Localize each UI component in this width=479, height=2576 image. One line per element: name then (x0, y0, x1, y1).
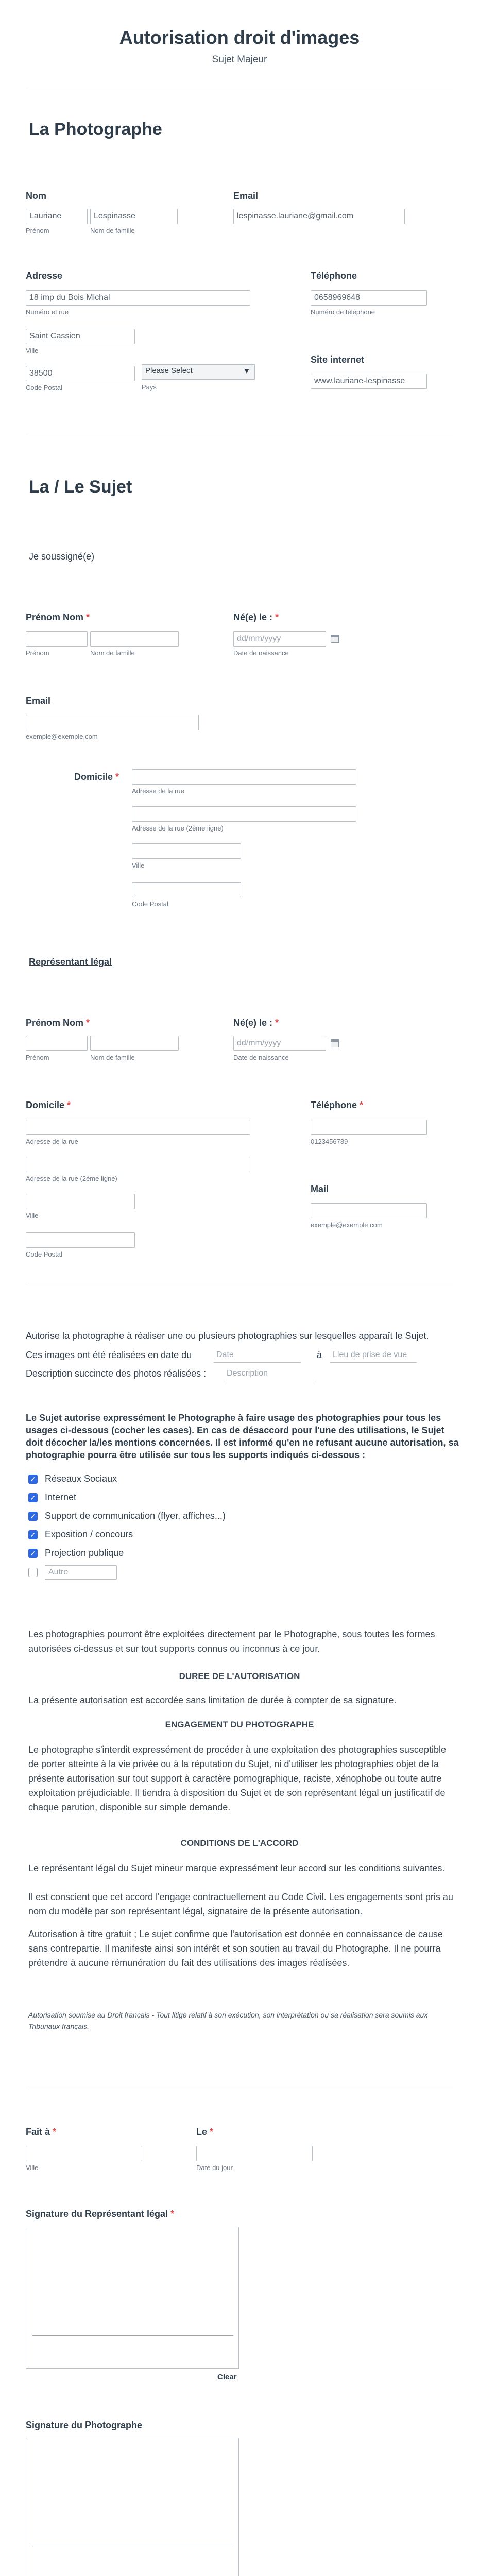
photographer-postal-input[interactable] (26, 366, 135, 381)
terms-legal: Autorisation soumise au Droit français - Tout litige relatif à son exécution, son interprétation ou sa réalisation sera soumis aux Tribunaux français. (28, 2011, 428, 2030)
photographer-website-label: Site internet (311, 354, 365, 365)
checkbox-checked-icon[interactable]: ✓ (28, 1530, 38, 1539)
representative-postal-sub: Code Postal (26, 1250, 62, 1258)
photographer-street-sub: Numéro et rue (26, 308, 69, 316)
photographer-city-input[interactable] (26, 329, 135, 344)
subject-street2-input[interactable] (132, 806, 356, 822)
checkbox-checked-icon[interactable]: ✓ (28, 1512, 38, 1521)
authorization-at: à (317, 1350, 322, 1360)
chevron-down-icon: ▼ (243, 367, 250, 375)
calendar-icon[interactable] (331, 1039, 339, 1047)
required-star: * (115, 772, 119, 782)
subject-city-sub: Ville (132, 861, 145, 869)
usage-option-label: Exposition / concours (45, 1529, 133, 1539)
terms-paragraph-1: Les photographies pourront être exploitées directement par le Photographe, sous toutes les formes autorisées ci-dessus et sur tout supports connus ou inconnus à ce jour. (28, 1629, 435, 1654)
photo-date-input[interactable] (213, 1347, 301, 1363)
subject-birth-sub: Date de naissance (233, 649, 289, 657)
representative-street-sub: Adresse de la rue (26, 1138, 78, 1145)
terms-paragraph-conditions-1: Le représentant légal du Sujet mineur marque expressément leur accord sur les conditions suivantes. (28, 1863, 445, 1873)
required-star: * (86, 612, 90, 622)
subject-birth-label: Né(e) le : * (233, 612, 279, 622)
representative-mail-label: Mail (311, 1184, 329, 1194)
representative-last-name-sub: Nom de famille (90, 1054, 135, 1061)
subject-email-label: Email (26, 696, 51, 706)
representative-city-input[interactable] (26, 1194, 135, 1209)
checkbox-unchecked-icon[interactable] (28, 1568, 38, 1577)
representative-last-name-input[interactable] (90, 1036, 179, 1051)
fait-sub: Ville (26, 2164, 39, 2172)
representative-link[interactable]: Représentant légal (29, 957, 112, 967)
signature-line (32, 2335, 233, 2336)
representative-first-name-sub: Prénom (26, 1054, 49, 1061)
representative-postal-input[interactable] (26, 1232, 135, 1248)
fait-input[interactable] (26, 2146, 142, 2161)
photographer-phone-sub: Numéro de téléphone (311, 308, 375, 316)
subject-name-label: Prénom Nom * (26, 612, 90, 622)
terms-paragraph-duree: La présente autorisation est accordée sans limitation de durée à compter de sa signature. (28, 1695, 397, 1705)
subject-street-input[interactable] (132, 769, 356, 785)
terms-heading-duree: DUREE DE L'AUTORISATION (179, 1671, 300, 1681)
subject-email-sub: exemple@exemple.com (26, 733, 98, 740)
representative-mail-sub: exemple@exemple.com (311, 1221, 383, 1229)
representative-phone-input[interactable] (311, 1120, 427, 1135)
representative-mail-input[interactable] (311, 1203, 427, 1218)
representative-domicile-label: Domicile * (26, 1100, 71, 1110)
authorization-date-prefix: Ces images ont été réalisées en date du (26, 1350, 192, 1360)
required-star: * (210, 2127, 214, 2137)
subject-intro: Je soussigné(e) (29, 551, 95, 562)
fait-label: Fait à * (26, 2127, 57, 2137)
photographer-country-select[interactable] (142, 364, 255, 380)
terms-heading-conditions: CONDITIONS DE L'ACCORD (180, 1838, 299, 1848)
subject-first-name-sub: Prénom (26, 649, 49, 657)
terms-heading-engagement: ENGAGEMENT DU PHOTOGRAPHE (165, 1720, 314, 1730)
representative-signature-pad[interactable] (26, 2227, 239, 2369)
photographer-address-label: Adresse (26, 270, 63, 281)
representative-phone-label: Téléphone * (311, 1100, 364, 1110)
required-star: * (170, 2209, 175, 2219)
required-star: * (360, 1100, 364, 1110)
page-subtitle: Sujet Majeur (212, 54, 267, 65)
subject-postal-sub: Code Postal (132, 900, 168, 908)
required-star: * (275, 1018, 279, 1028)
checkbox-checked-icon[interactable]: ✓ (28, 1493, 38, 1502)
representative-signature-clear-button[interactable]: Clear (217, 2372, 237, 2381)
section-title-photographer: La Photographe (29, 120, 162, 139)
photographer-signature-pad[interactable] (26, 2438, 239, 2576)
subject-domicile-label: Domicile * (74, 772, 119, 782)
required-star: * (67, 1100, 71, 1110)
representative-name-label: Prénom Nom * (26, 1018, 90, 1028)
subject-first-name-input[interactable] (26, 631, 88, 647)
representative-birth-label: Né(e) le : * (233, 1018, 279, 1028)
usage-text: Le Sujet autorise expressément le Photographe à faire usage des photographies pour tous les usages ci-dessous (cocher les cases). En cas de désaccord pour l'une des utilisations, le Sujet doit décocher la/les mentions concernées. Il est informé qu'en ne refusant aucune autorisation, sa photographie pourra être utilisée sur tous les supports indiqués ci-dessous : (26, 1413, 459, 1460)
usage-option-label: Projection publique (45, 1548, 124, 1558)
subject-birth-input[interactable] (233, 631, 326, 647)
photo-place-input[interactable] (330, 1347, 417, 1363)
subject-last-name-input[interactable] (90, 631, 179, 647)
photographer-website-input[interactable] (311, 374, 427, 389)
subject-city-input[interactable] (132, 843, 241, 859)
usage-option-label: Internet (45, 1492, 77, 1502)
subject-postal-input[interactable] (132, 882, 241, 897)
photographer-name-label: Nom (26, 191, 46, 201)
photographer-postal-sub: Code Postal (26, 384, 62, 392)
representative-first-name-input[interactable] (26, 1036, 88, 1051)
terms-paragraph-conditions-2: Il est conscient que cet accord l'engage contractuellement au Code Civil. Les engagements sont pris au nom du modèle par son représentant légal, signataire de la présente autorisation. (28, 1892, 453, 1917)
photographer-first-name-input[interactable] (26, 209, 88, 224)
subject-email-input[interactable] (26, 715, 199, 730)
subject-street-sub: Adresse de la rue (132, 787, 184, 795)
checkbox-checked-icon[interactable]: ✓ (28, 1475, 38, 1484)
le-input[interactable] (196, 2146, 313, 2161)
subject-street2-sub: Adresse de la rue (2ème ligne) (132, 824, 224, 832)
photographer-phone-label: Téléphone (311, 270, 357, 281)
representative-birth-input[interactable] (233, 1036, 326, 1051)
representative-city-sub: Ville (26, 1212, 39, 1219)
le-sub: Date du jour (196, 2164, 233, 2172)
representative-street2-input[interactable] (26, 1157, 250, 1172)
photographer-city-sub: Ville (26, 347, 39, 354)
required-star: * (86, 1018, 90, 1028)
le-label: Le * (196, 2127, 214, 2137)
photographer-email-label: Email (233, 191, 259, 201)
usage-other-input[interactable] (45, 1565, 117, 1580)
authorization-desc-prefix: Description succincte des photos réalisées : (26, 1368, 207, 1379)
photographer-country-sub: Pays (142, 383, 157, 391)
photographer-last-name-input[interactable] (90, 209, 178, 224)
photographer-phone-input[interactable] (311, 290, 427, 306)
photographer-country-value: Please Select (145, 366, 193, 375)
authorization-line1: Autorise la photographe à réaliser une ou plusieurs photographies sur lesquelles apparaît le Sujet. (26, 1331, 429, 1341)
representative-phone-sub: 0123456789 (311, 1138, 348, 1145)
subject-last-name-sub: Nom de famille (90, 649, 135, 657)
page-title: Autorisation droit d'images (119, 27, 360, 48)
calendar-icon[interactable] (331, 635, 339, 643)
section-title-subject: La / Le Sujet (29, 477, 132, 497)
photographer-email-input[interactable] (233, 209, 405, 224)
usage-option-label: Réseaux Sociaux (45, 1473, 117, 1484)
representative-birth-sub: Date de naissance (233, 1054, 289, 1061)
terms-paragraph-engagement: Le photographe s'interdit expressément de procéder à une exploitation des photographies susceptible de porter atteinte à la vie privée ou à la réputation du Sujet, ni d'utiliser les photographies objet de la présente autorisation sur tout support à caractère pornographique, raciste, xénophobe ou toute autre exploitation préjudiciable. Il tiendra à disposition du Sujet et de son représentant légal un justificatif de chaque parution, disponible sur simple demande. (28, 1744, 446, 1812)
photographer-street-input[interactable] (26, 290, 250, 306)
checkbox-checked-icon[interactable]: ✓ (28, 1549, 38, 1558)
usage-option-label: Support de communication (flyer, affiches...) (45, 1511, 226, 1521)
photographer-last-name-sub: Nom de famille (90, 227, 135, 234)
representative-street-input[interactable] (26, 1120, 250, 1135)
required-star: * (53, 2127, 57, 2137)
photographer-first-name-sub: Prénom (26, 227, 49, 234)
photo-description-input[interactable] (224, 1366, 316, 1381)
terms-paragraph-conditions-3: Autorisation à titre gratuit ; Le sujet confirme que l'autorisation est donnée en connaissance de cause sans contrepartie. Il manifeste ainsi son intérêt et son soutien au travail du Photographe. Il ne pourra prétendre à aucune rémunération du fait des utilisations des images réalisées. (28, 1929, 443, 1968)
photographer-signature-label: Signature du Photographe (26, 2420, 143, 2430)
required-star: * (275, 612, 279, 622)
representative-signature-label: Signature du Représentant légal * (26, 2209, 175, 2219)
representative-street2-sub: Adresse de la rue (2ème ligne) (26, 1175, 117, 1182)
